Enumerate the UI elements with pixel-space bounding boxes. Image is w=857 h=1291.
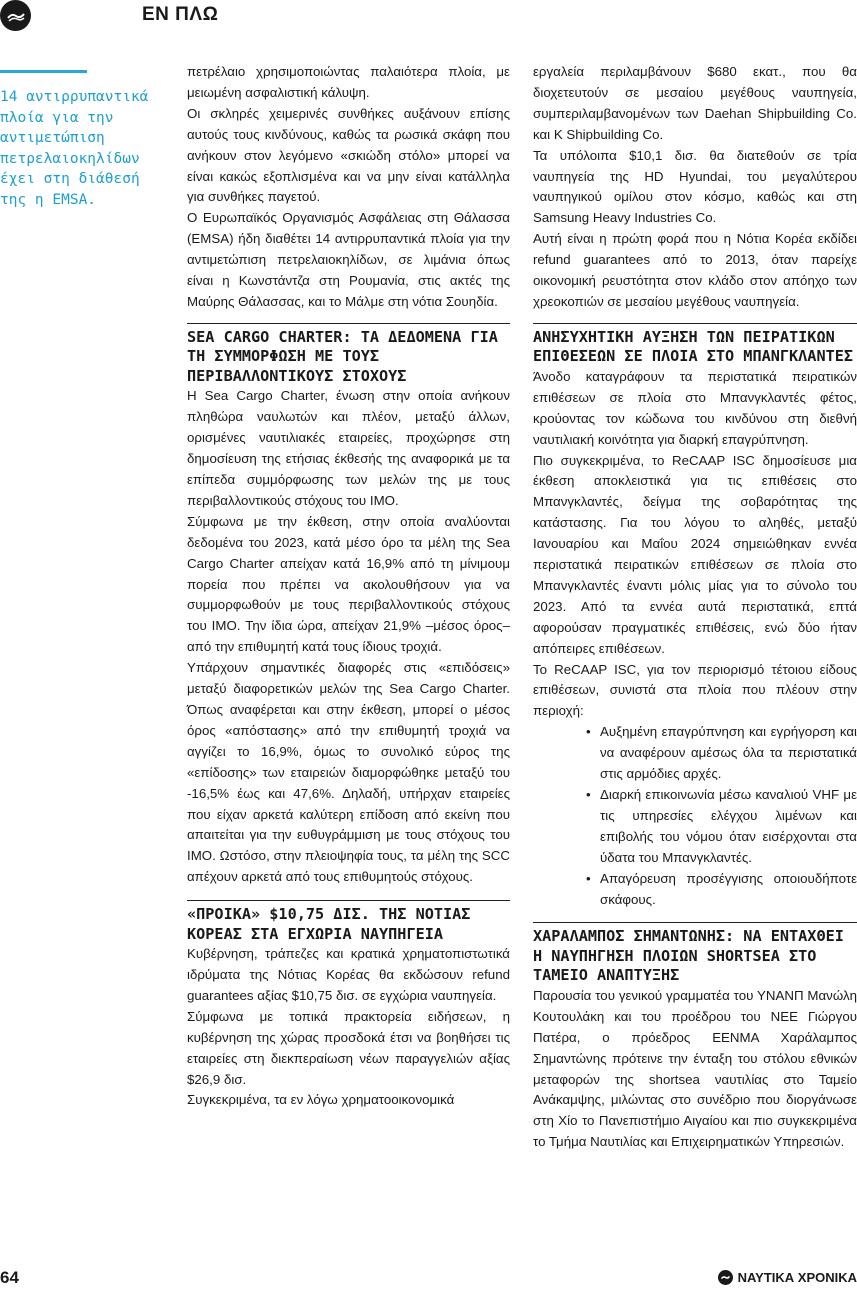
brand-logo-icon (718, 1270, 733, 1285)
article-paragraph: Ο Ευρωπαϊκός Οργανισμός Ασφάλειας στη Θάλασσα (EMSA) ήδη διαθέτει 14 αντιρρυπαντικά πλοία για την αντιμετώπιση πετρελαιοκηλίδων, σε λιμάνια όπως είναι η Κωνστάντζα στη Ρουμανία, στις ακτές της Μαύρης Θάλασσας, και το Μάλμε στη νότια Σουηδία. (187, 210, 510, 309)
article-paragraph: Οι σκληρές χειμερινές συνθήκες αυξάνουν επίσης αυτούς τους κινδύνους, καθώς τα ρωσικά σκάφη που ανήκουν στον λεγόμενο «σκιώδη στόλο» μπορεί να είναι κακώς εξοπλισμένα και να μην είναι κατάλληλα για συνθήκες παγετού. (187, 105, 510, 205)
section-heading-wrap (187, 323, 510, 387)
brand-name: ΝΑΥΤΙΚΑ ΧΡΟΝΙΚΑ (737, 1270, 857, 1285)
section-label: ΕΝ ΠΛΩ (142, 4, 219, 25)
sidebar-rule (0, 70, 87, 73)
article-paragraph: εργαλεία περιλαμβάνουν $680 εκατ., που θα διοχετευτούν σε μεσαίου μεγέθους ναυπηγεία, συμπεριλαμβανομένων των Daehan Shipbuilding Co. και K Shipbuilding Co. (533, 64, 857, 142)
list-item: • Αυξημένη επαγρύπνηση και εγρήγορση και να αναφέρουν αμέσως όλα τα περιστατικά στις αρμόδιες αρχές. (600, 722, 857, 785)
article-paragraph: Τα υπόλοιπα $10,1 δισ. θα διατεθούν σε τρία ναυπηγεία της HD Hyundai, του μεγαλύτερου ναυπηγικού ομίλου στον κόσμο, καθώς και στη Samsung Heavy Industries Co. (533, 147, 857, 226)
page-number: 64 (0, 1268, 19, 1287)
section-heading-piracy: ΑΝΗΣΥΧΗΤΙΚΗ ΑΥΞΗΣΗ ΤΩΝ ΠΕΙΡΑΤΙΚΩΝ ΕΠΙΘΕΣΕΩΝ ΣΕ ΠΛΟΙΑ ΣΤΟ ΜΠΑΝΓΚΛΑΝΤΕΣ (533, 327, 854, 366)
article-paragraph: πετρέλαιο χρησιμοποιώντας παλαιότερα πλοία, με μειωμένη ασφαλιστική κάλυψη. (187, 64, 510, 100)
list-item: • Απαγόρευση προσέγγισης οποιουδήποτε σκάφους. (600, 869, 857, 911)
article-paragraph: Άνοδο καταγράφουν τα περιστατικά πειρατικών επιθέσεων σε πλοία στο Μπανγκλαντές φέτος, κρούοντας τον κώδωνα του κινδύνου στη διεθνή ναυτιλιακή κοινότητα για διαρκή επαγρύπνηση. (533, 368, 857, 447)
section-heading-sea-cargo: SEA CARGO CHARTER: ΤΑ ΔΕΔΟΜΕΝΑ ΓΙΑ ΤΗ ΣΥΜΜΟΡΦΩΣΗ ΜΕ ΤΟΥΣ ΠΕΡΙΒΑΛΛΟΝΤΙΚΟΥΣ ΣΤΟΧΟΥΣ (187, 327, 498, 385)
section-heading-wrap (533, 323, 857, 367)
article-paragraph: Συγκεκριμένα, τα εν λόγω χρηματοοικονομικά (187, 1092, 455, 1108)
article-paragraph: Το ReCAAP ISC, για τον περιορισμό τέτοιου είδους επιθέσεων, συνιστά στα πλοία που πλέουν στην περιοχή: (533, 661, 857, 719)
article-paragraph: Η Sea Cargo Charter, ένωση στην οποία ανήκουν πληθώρα ναυλωτών και πλέον, μεταξύ άλλων, ορισμένες ναυτιλιακές εταιρείες, προχώρησε στη δημοσίευση της ετήσιας έκθεσής της αναφορικά με τα επίπεδα συμμόρφωσης των μελών της με τους περιβαλλοντικούς στόχους του ΙΜΟ. (187, 388, 510, 508)
list-item: • Διαρκή επικοινωνία μέσω καναλιού VHF με τις υπηρεσίες ελέγχου λιμένων και επιβολής του νόμου όταν εισέρχονται στα ύδατα του Μπανγκλαντές. (600, 785, 857, 869)
magazine-logo-icon (0, 0, 31, 31)
article-paragraph: Σύμφωνα με την έκθεση, στην οποία αναλύονται δεδομένα του 2023, κατά μέσο όρο τα μέλη της Sea Cargo Charter απείχαν κατά 16,9% από τη μίνιμουμ πορεία που πρέπει να ακολουθήσουν για να συμμορφωθούν με τους περιβαλλοντικούς στόχους του ΙΜΟ. Την ίδια ώρα, απείχαν 21,9% –μέσος όρος– από την επιθυμητή κατά τους ίδιους τροχιά. (187, 513, 510, 655)
section-heading-wrap (187, 900, 510, 944)
article-paragraph: Αυτή είναι η πρώτη φορά που η Νότια Κορέα εκδίδει refund guarantees από το 2013, όταν παρείχε οικονομική ρευστότητα στον κλάδο στον απόηχο των χρεοκοπιών σε μεσαίου μεγέθους ναυπηγεία. (533, 231, 857, 309)
article-paragraph: Σύμφωνα με τοπικά πρακτορεία ειδήσεων, η κυβέρνηση της χώρας προσδοκά έτσι να βοηθήσει τις εταιρείες στη διεκπεραίωση νέων παραγγελιών αξίας $26,9 δισ. (187, 1008, 510, 1087)
section-heading-korea: «ΠΡΟΙΚΑ» $10,75 ΔΙΣ. ΤΗΣ ΝΟΤΙΑΣ ΚΟΡΕΑΣ ΣΤΑ ΕΓΧΩΡΙΑ ΝΑΥΠΗΓΕΙΑ (187, 905, 471, 943)
right-column (533, 62, 857, 1153)
article-paragraph: Παρουσία του γενικού γραμματέα του ΥΝΑΝΠ Μανώλη Κουτουλάκη και του προέδρου του ΝΕΕ Γιώργου Πατέρα, ο πρόεδρος ΕΕΝΜΑ Χαράλαμπος Σημαντώνης πρότεινε την ένταξη του στόλου εθνικών μεταφορών της shortsea ναυτιλίας στο Ταμείο Ανάκαμψης, μιλώντας στο συνέδριο που διοργάνωσε στη Χίο το Πανεπιστήμιο Αιγαίου και πιο συγκεκριμένα το Τμήμα Ναυτιλίας και Επιχειρηματικών Υπηρεσιών. (533, 987, 857, 1150)
section-heading-simantonis: ΧΑΡΑΛΑΜΠΟΣ ΣΗΜΑΝΤΩΝΗΣ: ΝΑ ΕΝΤΑΧΘΕΙ Η ΝΑΥΠΗΓΗΣΗ ΠΛΟΙΩΝ SHORTSEA ΣΤΟ ΤΑΜΕΙΟ ΑΝΑΠΤΥΞΗΣ (533, 927, 844, 985)
article-paragraph: Πιο συγκεκριμένα, το ReCAAP ISC δημοσίευσε μια έκθεση αποκλειστικά για τις επιθέσεις στο Μπανγκλαντές, δείγμα της σοβαρότητας της κατάστασης. Για του λόγου το αληθές, μεταξύ Ιανουαρίου και Μαΐου 2024 σημειώθηκαν εννέα περιστατικά πειρατικών επιθέσεων σε πλοία στο Μπανγκλαντές έναντι μόλις μίας για το σύνολο του 2023. Από τα εννέα αυτά περιστατικά, επτά αφορούσαν πραγματικές επιθέσεις, ενώ δύο ήταν απόπειρες επιθέσεων. (533, 452, 857, 656)
middle-column (187, 62, 510, 1111)
recommendation-list (533, 722, 857, 910)
section-heading-wrap (533, 922, 857, 986)
article-paragraph: Υπάρχουν σημαντικές διαφορές στις «επιδόσεις» μεταξύ διαφορετικών μελών της Sea Cargo Charter. Όπως αναφέρεται και στην έκθεση, μπορεί ο μέσος όρος «απόστασης» από την επιθυμητή τροχιά να αγγίζει το 16,9%, όμως το συνολικό εύρος της «επίδοσης» των εταιρειών διαμορφώθηκε μεταξύ του -16,5% έως και 47,6%. Δηλαδή, υπήρχαν εταιρείες που είχαν αρκετά καλύτερη επίδοση από εκείνη που απαιτείται για την ευθυγράμμιση με τους στόχους του ΙΜΟ. Ωστόσο, στην πλειοψηφία τους, τα μέλη της SCC απέχουν αρκετά από τους επιθυμητούς στόχους. (187, 660, 510, 885)
sidebar-pullquote: 14 αντιρρυπαντικά πλοία για την αντιμετώπιση πετρελαιοκηλίδων έχει στη διάθεσή της η EMSA. (0, 89, 149, 208)
footer-brand (718, 1270, 857, 1285)
article-paragraph: Κυβέρνηση, τράπεζες και κρατικά χρηματοπιστωτικά ιδρύματα της Νότιας Κορέας θα εκδώσουν refund guarantees αξίας $10,75 δισ. σε εγχώρια ναυπηγεία. (187, 946, 510, 1003)
